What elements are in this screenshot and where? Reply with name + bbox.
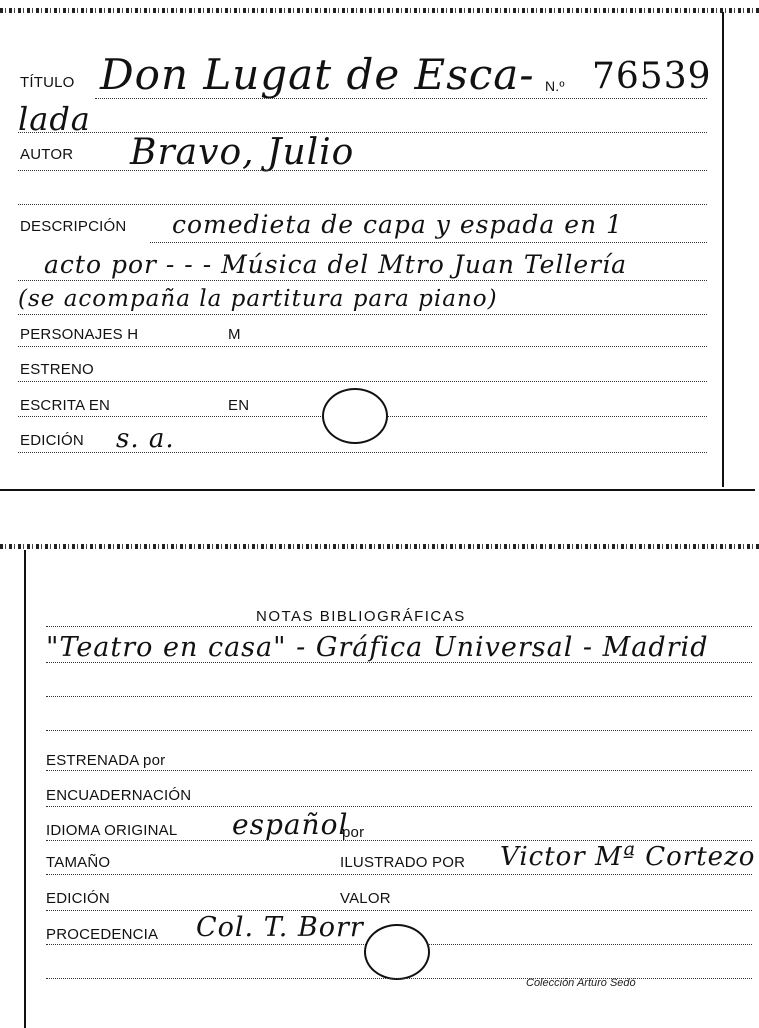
autor-line-2	[18, 204, 707, 205]
numero-value: 76539	[592, 56, 712, 97]
notas-line-2	[46, 696, 752, 697]
descripcion-line-2	[18, 280, 707, 281]
personajes-line	[18, 346, 707, 347]
punch-hole	[364, 924, 430, 980]
edicion-back-line	[46, 910, 752, 911]
titulo-line	[95, 98, 707, 99]
estreno-label: ESTRENO	[20, 361, 94, 378]
autor-label: AUTOR	[20, 146, 74, 163]
edicion-back-label: EDICIÓN	[46, 890, 110, 907]
descripcion-value-line2: acto por - - - Música del Mtro Juan Tellería	[44, 250, 628, 279]
card-top-edge	[0, 544, 759, 549]
ilustrado-por-value: Victor Mª Cortezo	[500, 842, 756, 872]
card-top-edge	[0, 8, 759, 13]
collection-credit: Colección Arturo Sedó	[526, 977, 636, 989]
edicion-value: s. a.	[116, 424, 175, 454]
autor-line	[18, 170, 707, 171]
idioma-por-label: por	[342, 824, 365, 841]
estreno-line	[18, 381, 707, 382]
notas-line-1	[46, 662, 752, 663]
descripcion-value-line1: comedieta de capa y espada en 1	[172, 210, 623, 239]
notas-line-3	[46, 730, 752, 731]
encuadernacion-label: ENCUADERNACIÓN	[46, 787, 192, 804]
escrita-en-label: ESCRITA EN	[20, 397, 111, 414]
valor-label: VALOR	[340, 890, 391, 907]
titulo-value-line2: lada	[18, 100, 91, 138]
edicion-line	[18, 452, 707, 453]
catalog-card-back	[0, 540, 759, 1028]
idioma-original-label: IDIOMA ORIGINAL	[46, 822, 178, 839]
estrenada-line	[46, 770, 752, 771]
idioma-original-value: español	[232, 808, 349, 841]
notas-value-line1: "Teatro en casa" - Gráfica Universal - Madrid	[46, 632, 709, 663]
bottom-line	[46, 978, 752, 979]
card-bottom-edge	[0, 489, 755, 491]
descripcion-value-line3: (se acompaña la partitura para piano)	[18, 286, 498, 312]
descripcion-line-3	[18, 314, 707, 315]
encuadernacion-line	[46, 806, 752, 807]
titulo-value-line1: Don Lugat de Esca-	[100, 50, 535, 99]
tamano-line	[46, 874, 752, 875]
titulo-label: TÍTULO	[20, 74, 75, 91]
en-label: EN	[228, 397, 250, 414]
descripcion-line-1	[150, 242, 707, 243]
procedencia-label: PROCEDENCIA	[46, 926, 159, 943]
descripcion-label: DESCRIPCIÓN	[20, 218, 127, 235]
punch-hole	[322, 388, 388, 444]
estrenada-por-label: ESTRENADA por	[46, 752, 166, 769]
autor-value: Bravo, Julio	[130, 132, 355, 173]
ilustrado-por-label: ILUSTRADO POR	[340, 854, 466, 871]
card-right-edge	[722, 12, 724, 487]
card-left-edge	[24, 550, 26, 1028]
personajes-label: PERSONAJES H	[20, 326, 139, 343]
numero-label: N.º	[545, 78, 565, 94]
idioma-line	[46, 840, 752, 841]
notas-line-0	[46, 626, 752, 627]
catalog-card-front	[0, 0, 759, 493]
notas-bibliograficas-heading: NOTAS BIBLIOGRÁFICAS	[256, 608, 466, 625]
tamano-label: TAMAÑO	[46, 854, 111, 871]
titulo-line-2	[18, 132, 707, 133]
procedencia-value: Col. T. Borr	[196, 912, 364, 943]
edicion-label: EDICIÓN	[20, 432, 84, 449]
personajes-m-label: M	[228, 326, 241, 343]
